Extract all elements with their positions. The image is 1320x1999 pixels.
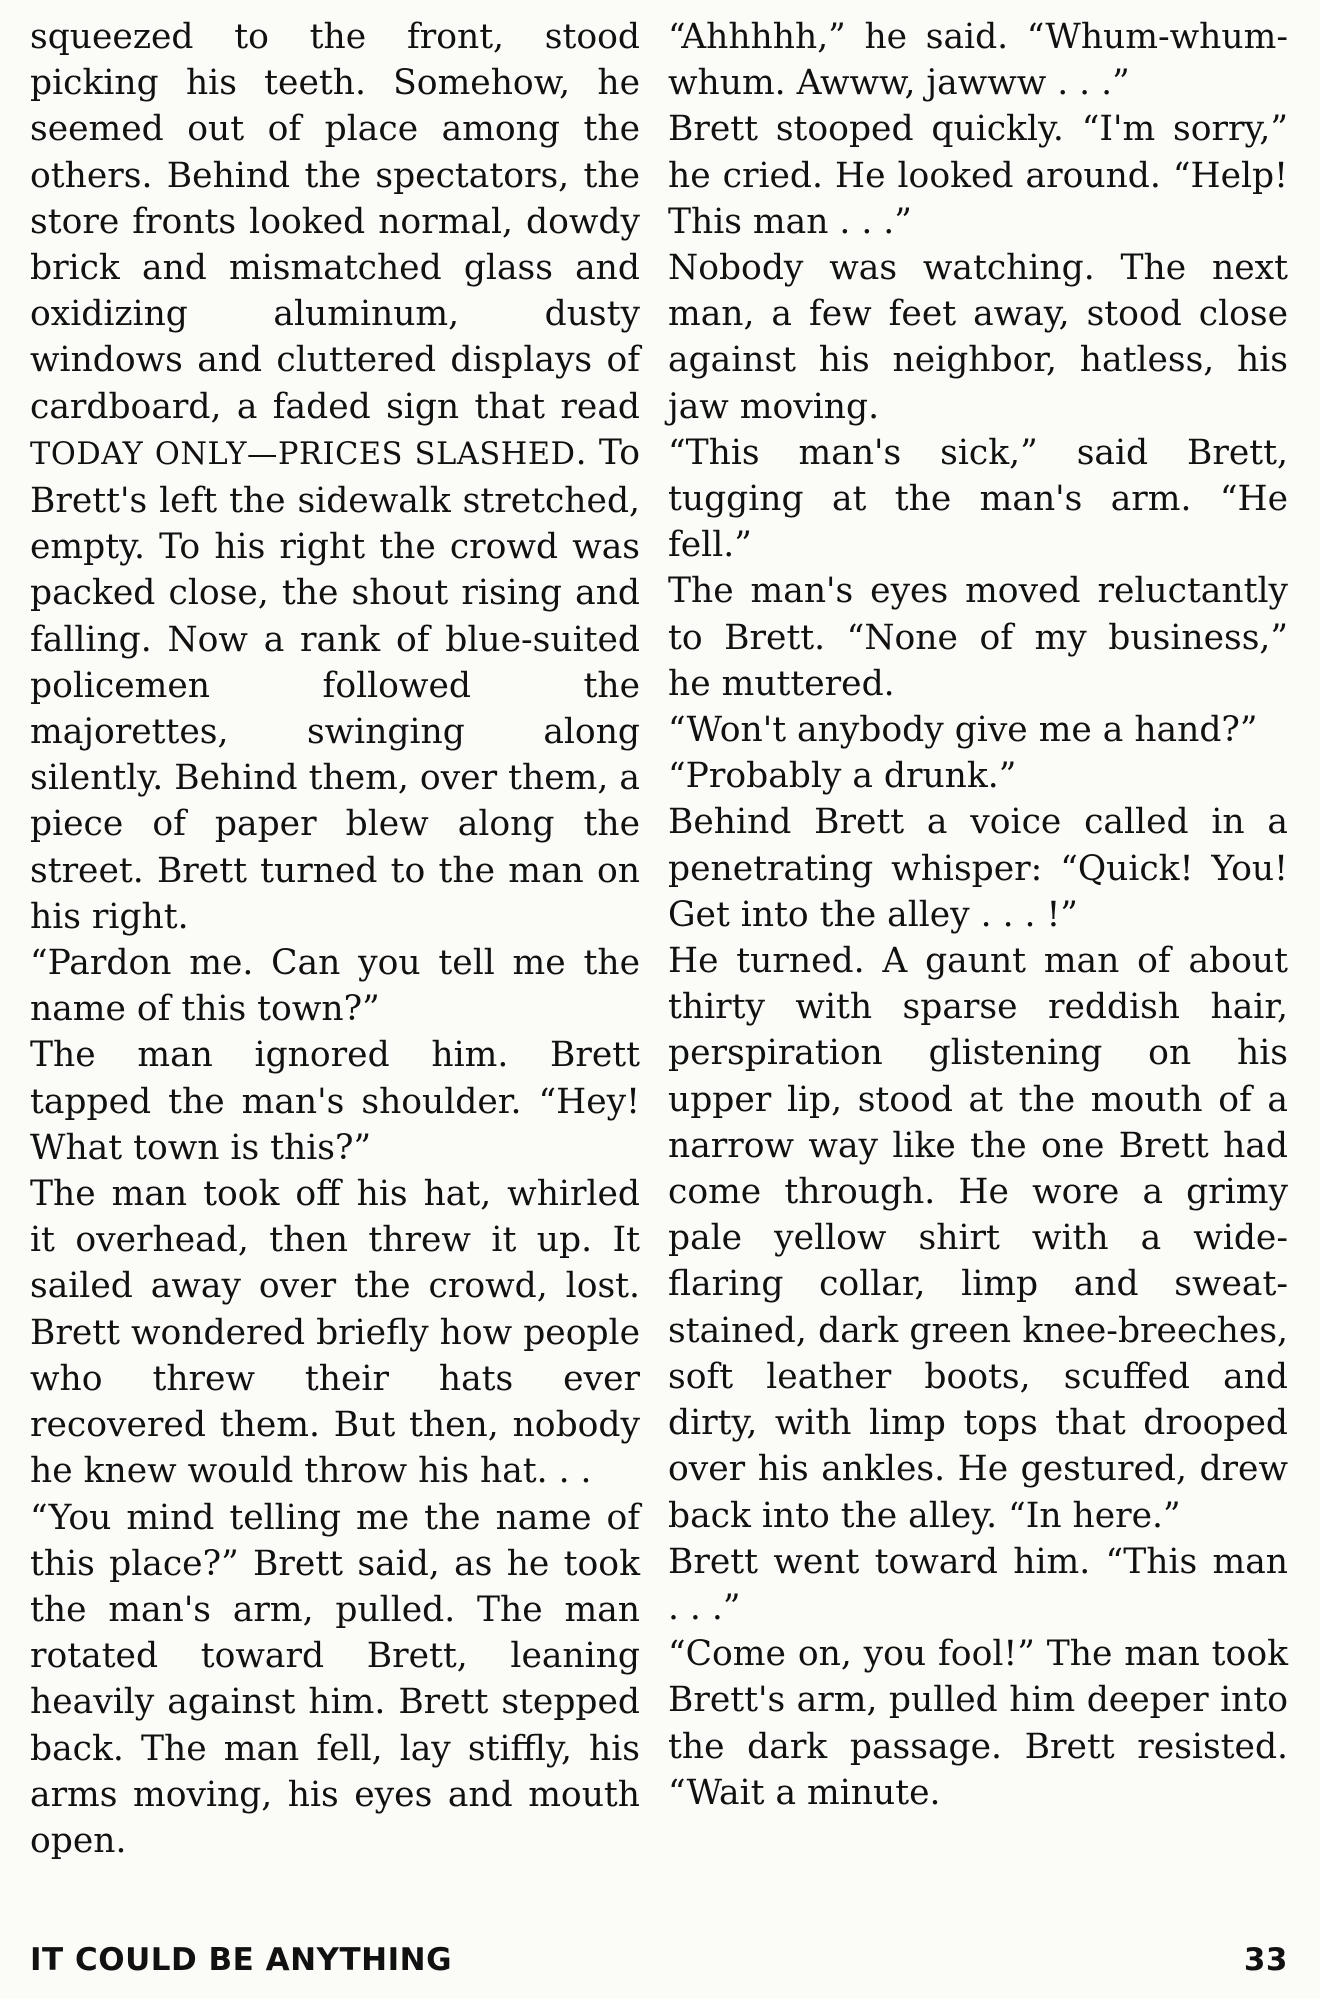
right-column xyxy=(668,14,1288,1816)
paragraph: “Ahhhhh,” he said. “Whum-whum-whum. Awww, jawww . . .” xyxy=(668,17,1288,104)
paragraph-text: squeezed to the front, stood picking his teeth. Somehow, he seemed out of place among the others. Behind the spectators, the store fronts looked normal, dowdy brick and mismatched glass and oxidizing aluminum, dusty windows and cluttered displays of cardboard, a faded sign that read xyxy=(30,17,640,427)
paragraph: “Won't anybody give me a hand?” xyxy=(668,710,1258,751)
paragraph: “This man's sick,” said Brett, tugging at the man's arm. “He fell.” xyxy=(668,432,1288,566)
paragraph: Brett stooped quickly. “I'm sorry,” he cried. He looked around. “Help! This man . . .” xyxy=(668,109,1288,242)
paragraph-text: . To Brett's left the sidewalk stretched, empty. To his right the crowd was packed close, the shout rising and falling. Now a rank of blue-suited policemen followed the majorettes, swinging along silently. Behind them, over them, a piece of paper blew along the street. Brett turned to the man on his right. xyxy=(30,432,640,937)
paragraph: The man took off his hat, whirled it overhead, then threw it up. It sailed away over the crowd, lost. Brett wondered briefly how people who threw their hats ever recovered them. But then, nobody he knew would throw his hat. . . xyxy=(30,1174,640,1492)
paragraph: “Pardon me. Can you tell me the name of this town?” xyxy=(30,943,640,1030)
paragraph: The man's eyes moved reluctantly to Brett. “None of my business,” he muttered. xyxy=(668,571,1288,704)
left-column xyxy=(30,14,640,1864)
paragraph: Brett went toward him. “This man . . .” xyxy=(668,1541,1288,1628)
paragraph: He turned. A gaunt man of about thirty with sparse reddish hair, perspiration glistening on his upper lip, stood at the mouth of a narrow way like the one Brett had come through. He wore a grimy pale yellow shirt with a wide-flaring collar, limp and sweat-stained, dark green knee-breeches, soft leather boots, scuffed and dirty, with limp tops that drooped over his ankles. He gestured, drew back into the alley. “In here.” xyxy=(668,941,1288,1536)
paragraph: Behind Brett a voice called in a penetrating whisper: “Quick! You! Get into the alley . . . !” xyxy=(668,802,1288,935)
paragraph: “Come on, you fool!” The man took Brett's arm, pulled him deeper into the dark passage. Brett resisted. “Wait a minute. xyxy=(668,1634,1288,1813)
paragraph: “You mind telling me the name of this place?” Brett said, as he took the man's arm, pulled. The man rotated toward Brett, leaning heavily against him. Brett stepped back. The man fell, lay stiffly, his arms moving, his eyes and mouth open. xyxy=(30,1497,640,1861)
paragraph: “Probably a drunk.” xyxy=(668,756,1017,797)
paragraph: The man ignored him. Brett tapped the man's shoulder. “Hey! What town is this?” xyxy=(30,1035,640,1168)
page-number: 33 xyxy=(1243,1942,1288,1978)
paragraph xyxy=(30,14,640,940)
store-sign-text: TODAY ONLY—PRICES SLASHED xyxy=(30,436,576,472)
paragraph: Nobody was watching. The next man, a few feet away, stood close against his neighbor, hatless, his jaw moving. xyxy=(668,248,1288,427)
running-title: IT COULD BE ANYTHING xyxy=(30,1942,453,1978)
